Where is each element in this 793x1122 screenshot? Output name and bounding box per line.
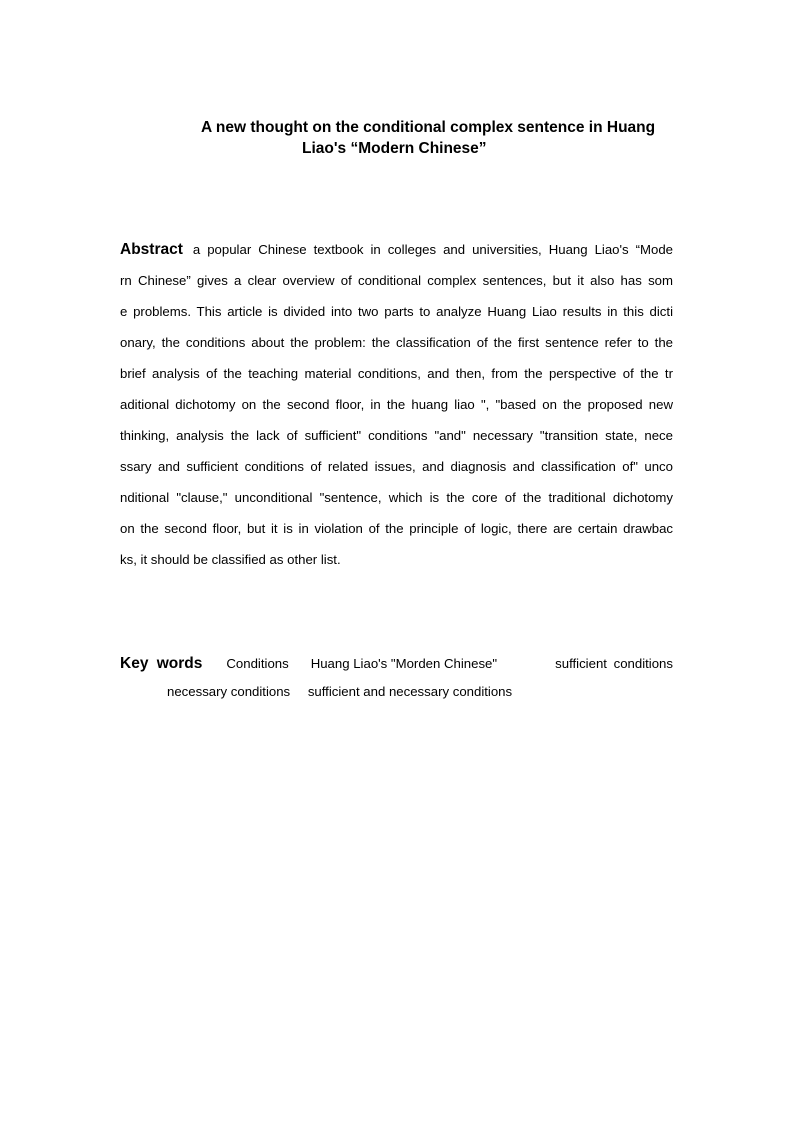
keywords-line bbox=[120, 650, 673, 678]
abstract-section bbox=[120, 234, 673, 575]
abstract-line: onary, the conditions about the problem: the classification of the first sentence refer to the bbox=[120, 335, 673, 350]
paper-title-line-1: A new thought on the conditional complex sentence in Huang bbox=[201, 119, 656, 136]
keywords-section bbox=[120, 650, 673, 706]
abstract-line: thinking, analysis the lack of sufficient" conditions "and" necessary "transition state, nece bbox=[120, 428, 673, 443]
keywords-line bbox=[120, 678, 673, 706]
abstract-line: on the second floor, but it is in violation of the principle of logic, there are certain drawbac bbox=[120, 521, 673, 536]
abstract-line: brief analysis of the teaching material conditions, and then, from the perspective of the tr bbox=[120, 366, 673, 381]
keywords-label: Key words bbox=[120, 655, 203, 672]
abstract-line: aditional dichotomy on the second floor, in the huang liao ", "based on the proposed new bbox=[120, 397, 673, 412]
abstract-line bbox=[120, 234, 673, 265]
abstract-label: Abstract bbox=[120, 241, 183, 258]
keyword: sufficient and necessary conditions bbox=[307, 684, 513, 699]
abstract-line: ssary and sufficient conditions of related issues, and diagnosis and classification of" unco bbox=[120, 459, 673, 474]
keyword: sufficient conditions bbox=[555, 656, 673, 671]
keyword: Huang Liao's "Morden Chinese" bbox=[310, 656, 498, 671]
abstract-line: rn Chinese” gives a clear overview of conditional complex sentences, but it also has som bbox=[120, 273, 673, 288]
keyword: necessary conditions bbox=[167, 684, 291, 699]
abstract-text: a popular Chinese textbook in colleges and universities, Huang Liao's “Mode bbox=[192, 242, 673, 257]
paper-title-line-2: Liao's “Modern Chinese” bbox=[302, 140, 487, 157]
keyword: Conditions bbox=[226, 656, 289, 671]
abstract-line: e problems. This article is divided into two parts to analyze Huang Liao results in this dicti bbox=[120, 304, 673, 319]
abstract-line: ks, it should be classified as other list. bbox=[120, 552, 341, 567]
abstract-line: nditional "clause," unconditional "sentence, which is the core of the traditional dichotomy bbox=[120, 490, 673, 505]
